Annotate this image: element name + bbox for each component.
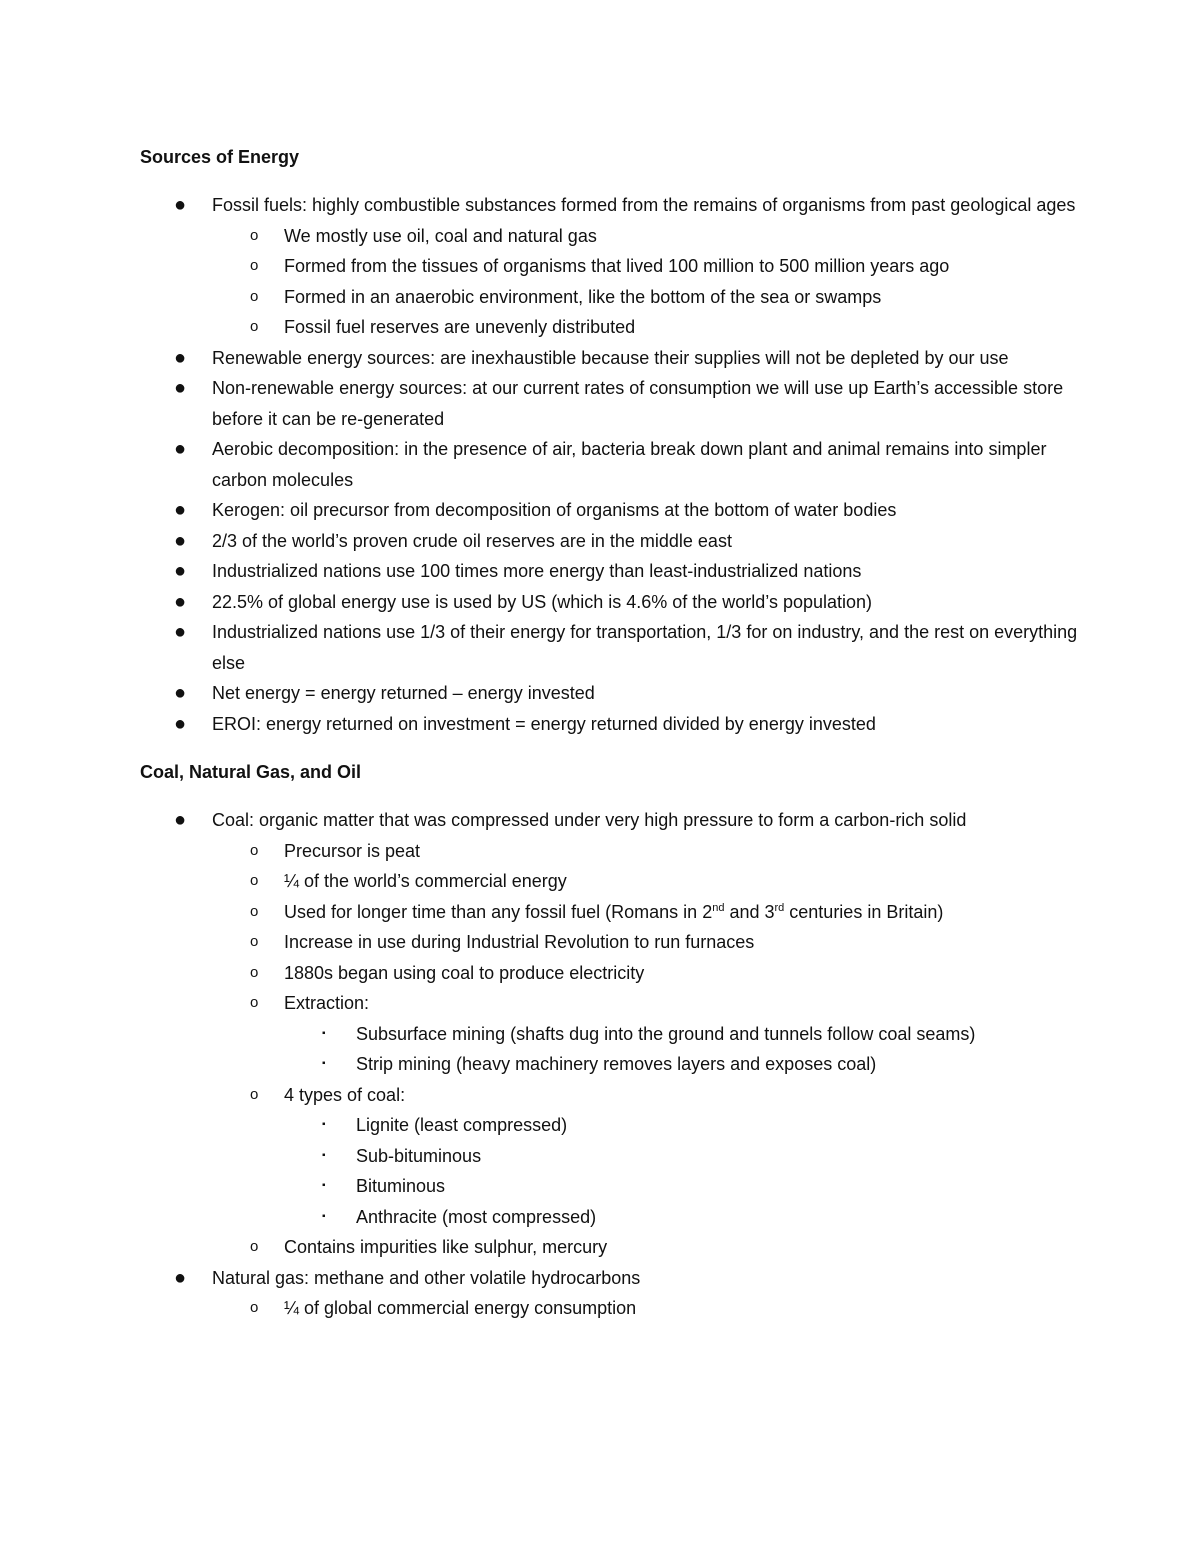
list-item (140, 343, 1080, 374)
list-item-text: Net energy = energy returned – energy invested (212, 683, 595, 703)
list-item-text: Coal: organic matter that was compressed under very high pressure to form a carbon-rich solid (212, 810, 967, 830)
sub-sub-list-item-text: Lignite (least compressed) (356, 1115, 568, 1135)
list-item-text: Industrialized nations use 100 times more energy than least-industrialized nations (212, 561, 862, 581)
sub-sub-list-item (284, 1110, 1080, 1141)
bullet-marker: ● (174, 377, 187, 399)
bullet-marker: ● (174, 590, 187, 613)
list-item-text: Renewable energy sources: are inexhaustible because their supplies will not be depleted by our use (212, 347, 1009, 368)
text-run: and 3 (724, 901, 775, 922)
sub-list-item (212, 1293, 1080, 1324)
list-item-text: 22.5% of global energy use is used by US (which is 4.6% of the world’s population) (212, 591, 873, 612)
sub-bullet-marker: o (250, 318, 259, 335)
list-item-text: Fossil fuels: highly combustible substances formed from the remains of organisms from past geological ages (212, 195, 1076, 215)
sub-sub-list (284, 1110, 1080, 1232)
superscript: rd (774, 901, 785, 914)
list-item-text: Industrialized nations use 1/3 of their energy for transportation, 1/3 for on industry, and the rest on everything else (212, 622, 1078, 673)
sub-list (212, 1293, 1080, 1324)
sub-list-item-text: Contains impurities like sulphur, mercury (284, 1237, 608, 1257)
sub-bullet-marker: o (250, 933, 259, 950)
bullet-marker: ● (174, 499, 187, 521)
bullet-marker: ● (174, 621, 187, 643)
sub-list-item-text: ¼ of global commercial energy consumption (284, 1298, 637, 1318)
bullet-marker: ● (174, 682, 187, 704)
sub-list-item-text: Precursor is peat (284, 840, 421, 861)
list-item (140, 495, 1080, 526)
sub-list-item-text: Extraction: (284, 993, 370, 1013)
sub-list-item-text: Formed from the tissues of organisms that lived 100 million to 500 million years ago (284, 256, 950, 276)
sub-sub-list-item (284, 1171, 1080, 1202)
sub-list-item (212, 836, 1080, 867)
sub-list-item-text: ¼ of the world’s commercial energy (284, 871, 567, 891)
list-item (140, 434, 1080, 495)
sub-list-item (212, 1080, 1080, 1233)
list-item-text: EROI: energy returned on investment = energy returned divided by energy invested (212, 713, 876, 734)
bullet-marker: ● (174, 529, 187, 552)
sub-bullet-marker: o (250, 1085, 259, 1103)
sub-list-item (212, 282, 1080, 313)
bullet-list (140, 805, 1080, 1324)
text-run: centuries in Britain) (784, 901, 944, 922)
sub-bullet-marker: o (250, 1299, 259, 1316)
sub-list-item-text: Increase in use during Industrial Revolution to run furnaces (284, 932, 755, 952)
sub-sub-list-item (284, 1202, 1080, 1233)
sub-list-item-text (284, 902, 943, 922)
square-bullet-marker: ▪ (322, 1027, 326, 1039)
list-item-text: Kerogen: oil precursor from decomposition of organisms at the bottom of water bodies (212, 500, 897, 520)
section-title-sources-of-energy: Sources of Energy (140, 147, 300, 167)
sub-bullet-marker: o (250, 287, 259, 305)
list-item (140, 587, 1080, 618)
sub-sub-list-item-text: Bituminous (356, 1176, 446, 1196)
list-item (140, 526, 1080, 557)
sub-sub-list-item-text: Strip mining (heavy machinery removes layers and exposes coal) (356, 1054, 877, 1074)
square-bullet-marker: ▪ (322, 1180, 326, 1191)
square-bullet-marker: ▪ (322, 1058, 326, 1069)
bullet-marker: ● (174, 194, 187, 216)
bullet-list (140, 190, 1080, 739)
sub-sub-list-item-text: Sub-bituminous (356, 1145, 482, 1166)
list-item (140, 556, 1080, 587)
sub-list-item-text: 4 types of coal: (284, 1084, 406, 1105)
sub-bullet-marker: o (250, 841, 259, 859)
bullet-marker: ● (174, 438, 187, 460)
list-item-text: Aerobic decomposition: in the presence of air, bacteria break down plant and animal remains into simpler carbon molecules (212, 439, 1047, 490)
square-bullet-marker: ▪ (322, 1210, 326, 1222)
list-item (140, 805, 1080, 1263)
sub-list-item (212, 958, 1080, 989)
sub-bullet-marker: o (250, 257, 259, 274)
sub-list-item-text: 1880s began using coal to produce electricity (284, 962, 645, 983)
sub-list-item-text: Formed in an anaerobic environment, like the bottom of the sea or swamps (284, 286, 882, 307)
sub-list-item (212, 1232, 1080, 1263)
sub-list-item (212, 312, 1080, 343)
sub-list (212, 221, 1080, 343)
superscript: nd (712, 901, 725, 914)
sub-list (212, 836, 1080, 1263)
sub-sub-list-item (284, 1141, 1080, 1172)
sub-list-item (212, 988, 1080, 1080)
sub-list-item (212, 866, 1080, 897)
square-bullet-marker: ▪ (322, 1119, 326, 1130)
sub-list-item (212, 221, 1080, 252)
sub-sub-list-item (284, 1049, 1080, 1080)
bullet-marker: ● (174, 346, 187, 369)
list-item-text: Natural gas: methane and other volatile hydrocarbons (212, 1267, 641, 1288)
list-item-text: Non-renewable energy sources: at our current rates of consumption we will use up Earth’s accessible store before it can be re-generated (212, 378, 1064, 429)
sub-bullet-marker: o (250, 1238, 259, 1255)
list-item (140, 709, 1080, 740)
sub-bullet-marker: o (250, 963, 259, 981)
list-item (140, 1263, 1080, 1324)
sub-list-item (212, 251, 1080, 282)
list-item-text: 2/3 of the world’s proven crude oil reserves are in the middle east (212, 530, 732, 551)
sub-bullet-marker: o (250, 226, 259, 244)
bullet-marker: ● (174, 1266, 187, 1289)
sub-list-item-text: We mostly use oil, coal and natural gas (284, 225, 597, 246)
list-item (140, 373, 1080, 434)
bullet-marker: ● (174, 809, 187, 831)
sub-sub-list-item-text: Subsurface mining (shafts dug into the ground and tunnels follow coal seams) (356, 1023, 976, 1044)
bullet-marker: ● (174, 712, 187, 735)
text-run: Used for longer time than any fossil fuel (Romans in 2 (284, 901, 713, 922)
sub-bullet-marker: o (250, 994, 259, 1011)
sub-sub-list (284, 1019, 1080, 1080)
list-item (140, 617, 1080, 678)
sub-bullet-marker: o (250, 902, 259, 920)
list-item (140, 678, 1080, 709)
sub-bullet-marker: o (250, 872, 259, 889)
sub-sub-list-item-text: Anthracite (most compressed) (356, 1206, 597, 1227)
document-body (140, 142, 1080, 1342)
sub-list-item (212, 927, 1080, 958)
section-title-coal-natural-gas-oil: Coal, Natural Gas, and Oil (140, 762, 362, 782)
sub-sub-list-item (284, 1019, 1080, 1050)
list-item (140, 190, 1080, 343)
square-bullet-marker: ▪ (322, 1149, 326, 1161)
sub-list-item-text: Fossil fuel reserves are unevenly distributed (284, 317, 636, 337)
bullet-marker: ● (174, 560, 187, 582)
sub-list-item (212, 897, 1080, 928)
